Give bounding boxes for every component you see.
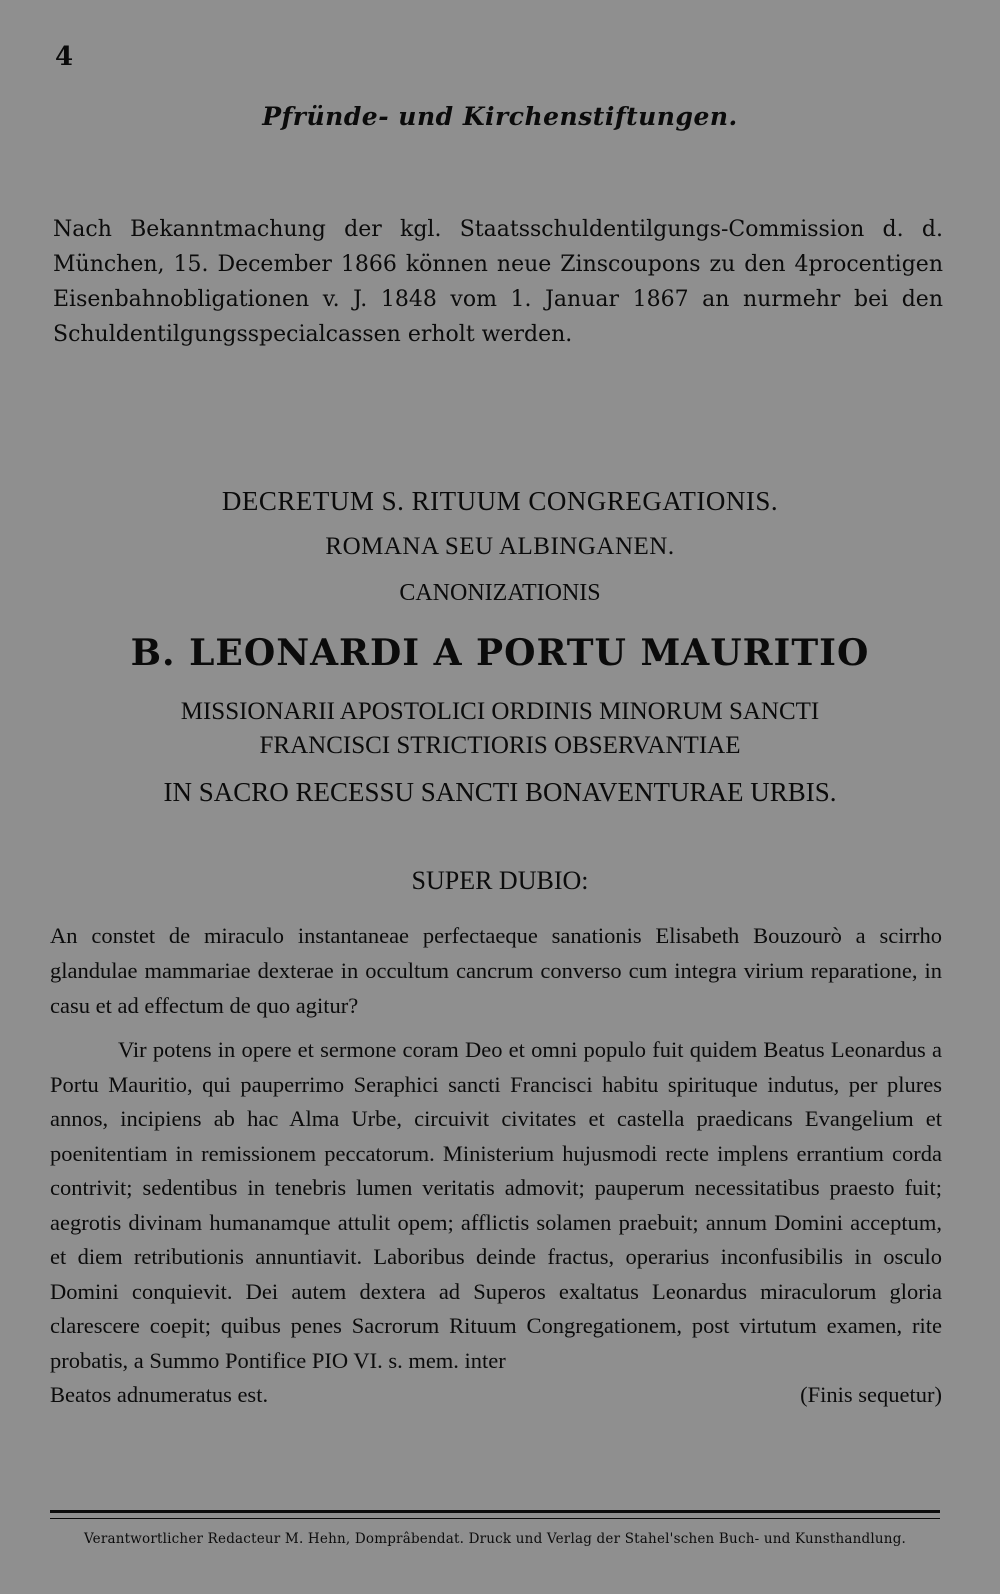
decree-place: IN SACRO RECESSU SANCTI BONAVENTURAE URBIS.	[163, 777, 837, 807]
closing-text: Beatos adnumeratus est.	[50, 1382, 269, 1407]
decree-title: DECRETUM S. RITUUM CONGREGATIONIS.	[221, 486, 779, 516]
notice-paragraph: Nach Bekanntmachung der kgl. Staatsschuldentilgungs-Commission d. d. München, 15. December 1866 können neue Zinscoupons zu den 4procentigen Eisenbahnobligationen v. J. 1848 vom 1. Januar 1867 an nurmehr bei den Schuldentilgungsspecialcassen erholt werden.	[53, 217, 943, 347]
subtitle-line-1: MISSIONARII APOSTOLICI ORDINIS MINORUM SANCTI	[180, 698, 820, 725]
decree-header	[0, 478, 1000, 616]
subtitle-line-2: FRANCISCI STRICTIORIS OBSERVANTIAE	[259, 732, 741, 759]
finis-sequetur: (Finis sequetur)	[800, 1382, 942, 1407]
imprint-footer: Verantwortlicher Redacteur M. Hehn, Domprâbendat. Druck und Verlag der Stahel'schen Buch- und Kunsthandlung.	[83, 1531, 907, 1547]
section-title: Pfründe- und Kirchenstiftungen.	[262, 102, 738, 131]
footer-rule-thick	[50, 1510, 940, 1513]
decree-canonization: CANONIZATIONIS	[399, 580, 601, 606]
super-dubio-heading: SUPER DUBIO:	[411, 866, 589, 895]
decree-subtitle	[40, 695, 960, 763]
footer-rule-thin	[50, 1518, 940, 1519]
body-paragraph: Vir potens in opere et sermone coram Deo et omni populo fuit quidem Beatus Leonardus a Portu Mauritio, qui pauperrimo Seraphici sancti Francisci habitu spirituque indutus, per plures annos, incipiens ab hac Alma Urbe, circuivit civitates et castella praedicans Evangelium et poenitentiam in remissionem peccatorum. Ministerium hujusmodi recte implens errantium corda contrivit; sedentibus in tenebris lumen veritatis admovit; pauperum necessitatibus praesto fuit; aegrotis divinam humanamque attulit opem; afflictis solamen praebuit; annum Domini acceptum, et diem retributionis annuntiavit. Laboribus deinde fractus, operarius inconfusibilis in osculo Domini conquievit. Dei autem dextera ad Superos exaltatus Leonardus miraculorum gloria clarescere coepit; quibus penes Sacrorum Rituum Congregationem, post virtutum examen, rite probatis, a Summo Pontifice PIO VI. s. mem. inter	[50, 1037, 942, 1373]
closing-line	[50, 1378, 942, 1413]
beatus-name: B. LEONARDI A PORTU MAURITIO	[130, 632, 870, 674]
dubium-question: An constet de miraculo instantaneae perfectaeque sanationis Elisabeth Bouzourò a scirrho glandulae mammariae dexterae in occultum cancrum converso cum integra virium reparatione, in casu et ad effectum de quo agitur?	[50, 923, 942, 1018]
page-number: 4	[55, 42, 74, 72]
decree-diocese: ROMANA SEU ALBINGANEN.	[325, 533, 675, 560]
decree-body	[50, 1033, 942, 1413]
